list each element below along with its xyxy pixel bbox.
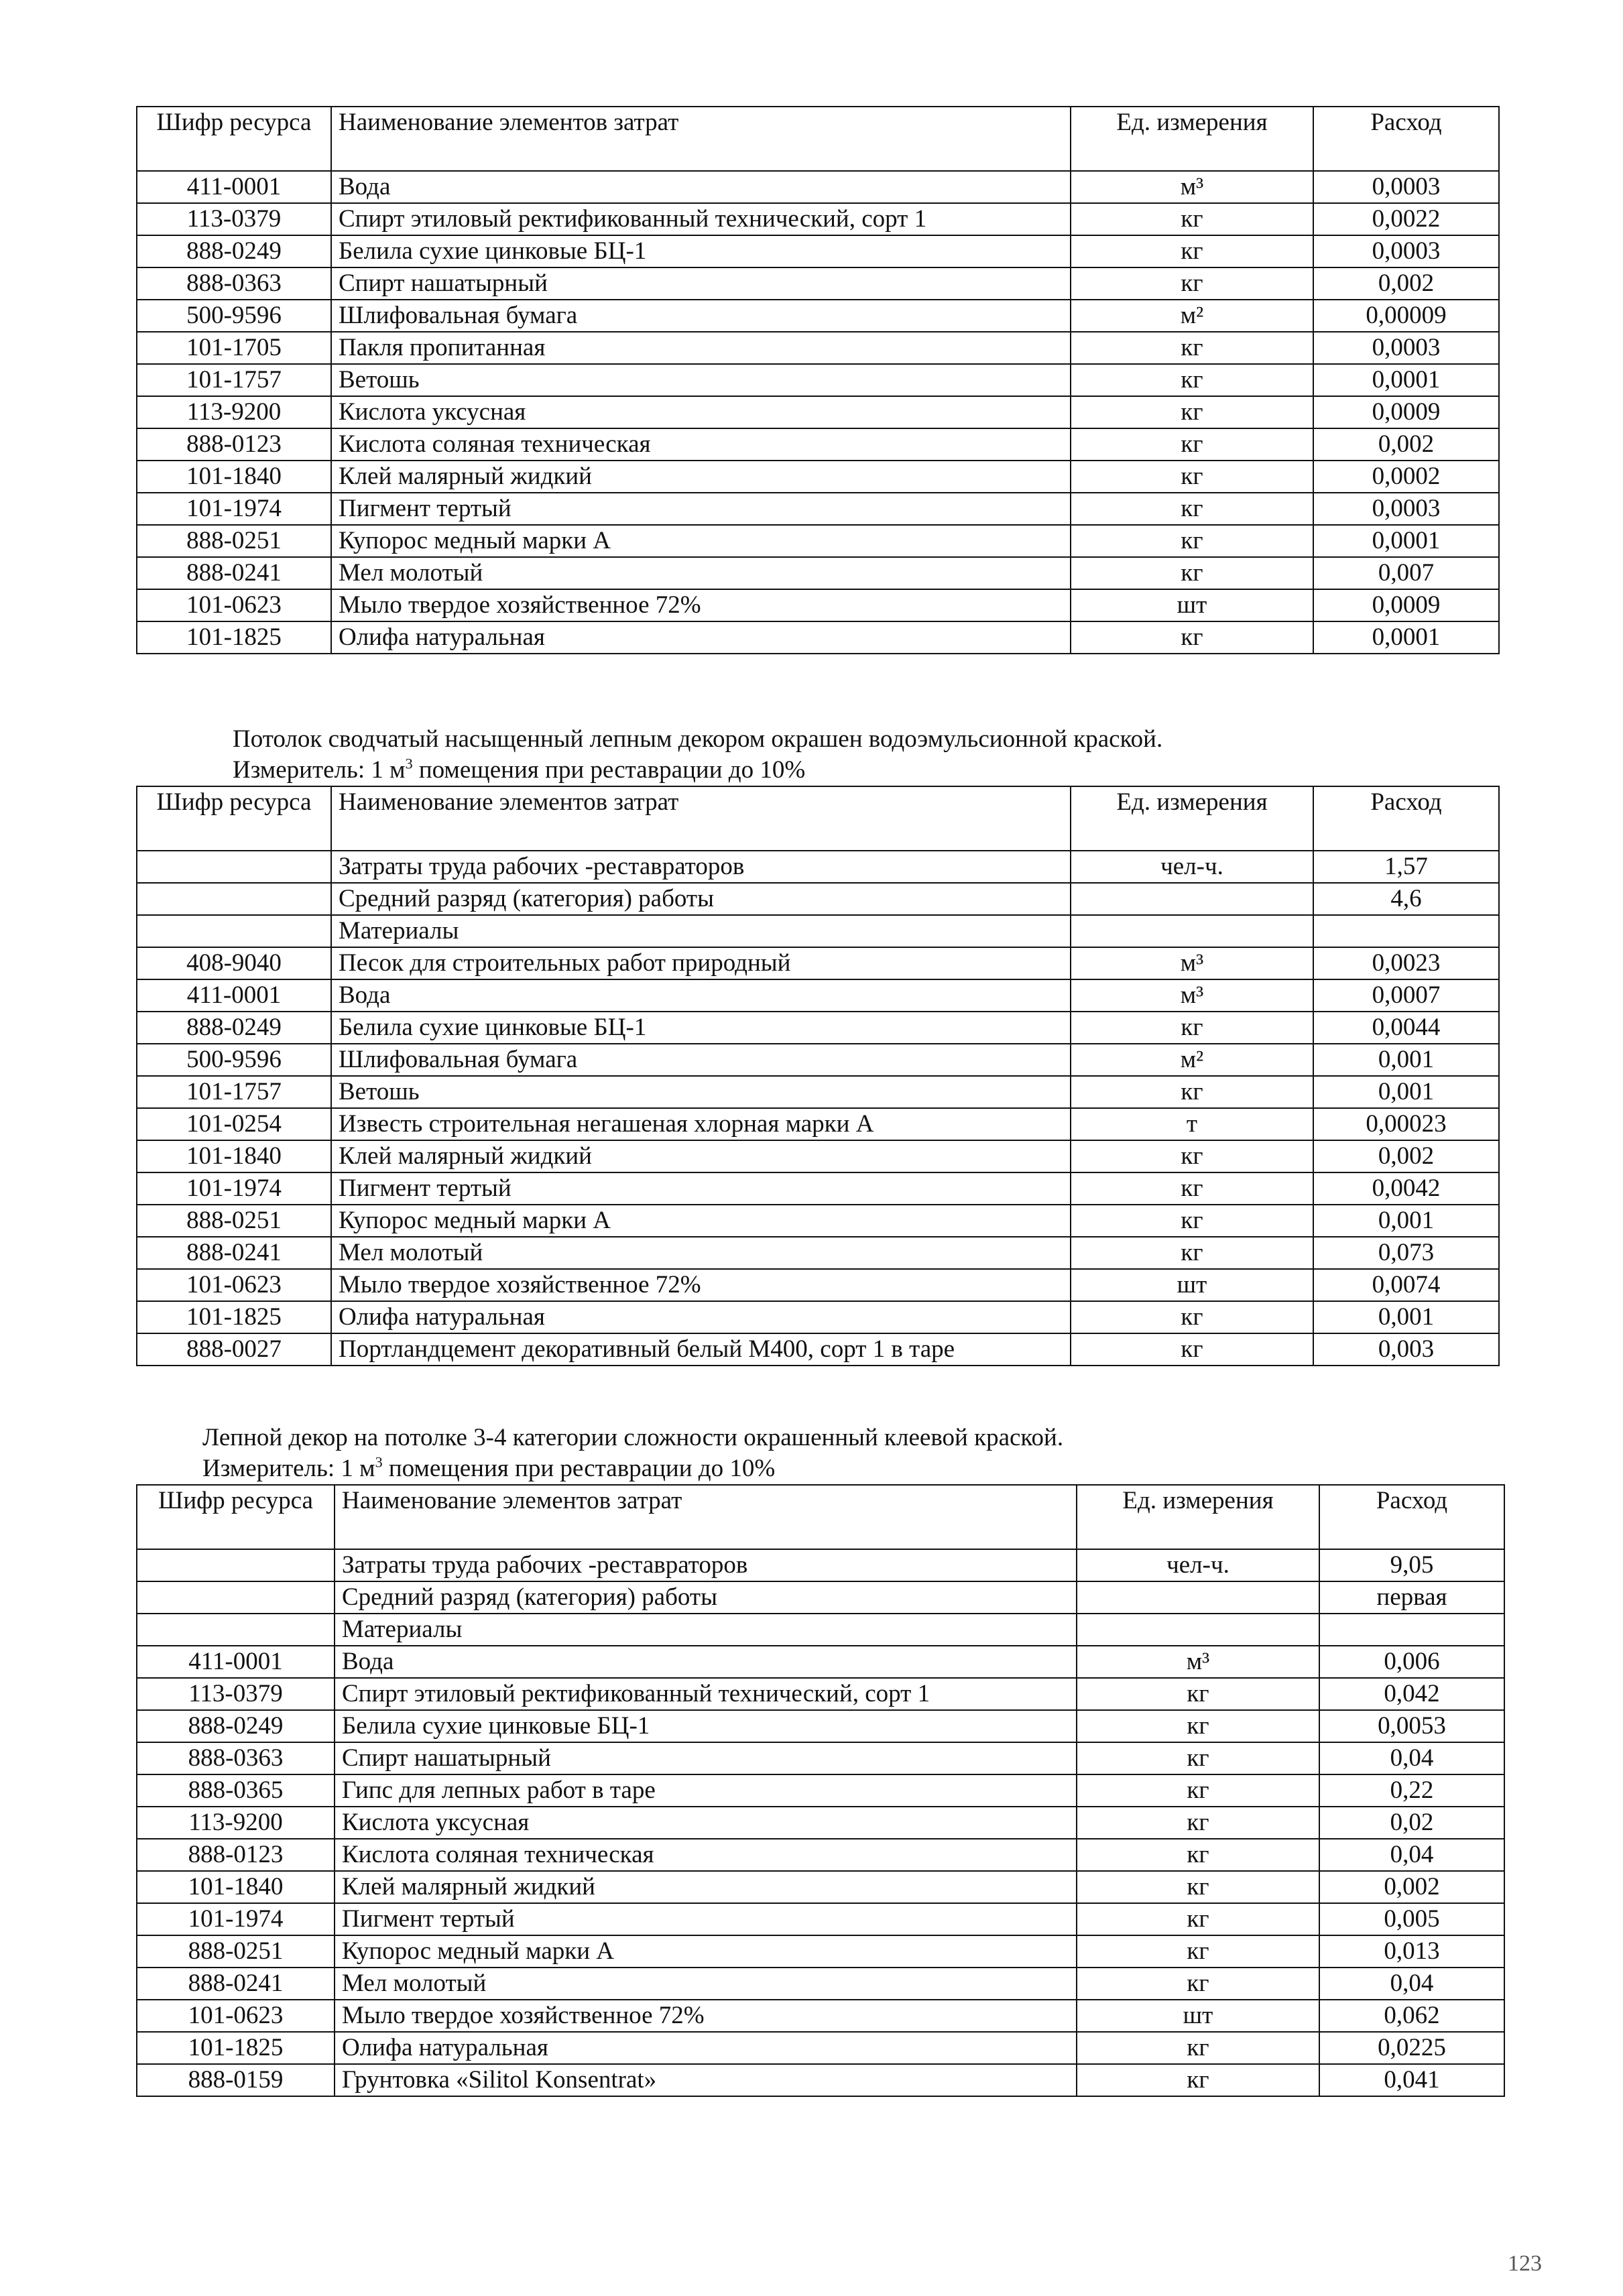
cell-code: 113-9200	[137, 396, 331, 428]
cell-code: 888-0241	[137, 1237, 331, 1269]
cell-code: 500-9596	[137, 1044, 331, 1076]
cell-code: 101-0623	[137, 1269, 331, 1301]
cell-qty: 0,0003	[1313, 332, 1499, 364]
cell-code: 888-0249	[137, 235, 331, 267]
table-row	[137, 1140, 1499, 1172]
cell-qty: 0,002	[1313, 267, 1499, 300]
cell-unit: кг	[1071, 1237, 1313, 1269]
cell-unit: кг	[1071, 1301, 1313, 1333]
table-row	[137, 1871, 1504, 1903]
cell-qty: 9,05	[1319, 1549, 1504, 1581]
table-row	[137, 1903, 1504, 1935]
cell-unit	[1077, 1581, 1319, 1614]
cell-name: Купорос медный марки А	[331, 1205, 1071, 1237]
cell-name: Кислота уксусная	[335, 1807, 1077, 1839]
cell-code: 888-0241	[137, 557, 331, 589]
table-header-row	[137, 107, 1499, 171]
cell-code: 101-1974	[137, 1172, 331, 1205]
cell-name: Портландцемент декоративный белый М400, сорт 1 в таре	[331, 1333, 1071, 1366]
cell-qty: 0,0023	[1313, 947, 1499, 979]
cell-code: 888-0251	[137, 1935, 335, 1968]
cell-qty: 0,04	[1319, 1968, 1504, 2000]
cell-name: Купорос медный марки А	[331, 525, 1071, 557]
cell-qty: 0,042	[1319, 1678, 1504, 1710]
cell-name: Грунтовка «Silitol Konsentrat»	[335, 2064, 1077, 2096]
table-row	[137, 589, 1499, 621]
table-row	[137, 1044, 1499, 1076]
cell-qty: 0,002	[1313, 1140, 1499, 1172]
cell-code: 888-0365	[137, 1774, 335, 1807]
cell-code	[137, 1614, 335, 1646]
table-row	[137, 267, 1499, 300]
cell-qty: 0,013	[1319, 1935, 1504, 1968]
cell-unit: кг	[1071, 461, 1313, 493]
cell-code: 113-0379	[137, 203, 331, 235]
cell-code: 888-0363	[137, 1742, 335, 1774]
table-row	[137, 2064, 1504, 2096]
cell-code: 101-1840	[137, 1871, 335, 1903]
table-row	[137, 1301, 1499, 1333]
section3-measure	[202, 1453, 775, 1484]
cell-unit: м²	[1071, 1044, 1313, 1076]
table-row	[137, 1935, 1504, 1968]
cell-name: Пакля пропитанная	[331, 332, 1071, 364]
header-qty: Расход	[1319, 1485, 1504, 1549]
table-row	[137, 1742, 1504, 1774]
cell-unit: кг	[1071, 493, 1313, 525]
cell-name: Вода	[331, 171, 1071, 203]
header-code: Шифр ресурса	[137, 1485, 335, 1549]
cell-unit: шт	[1071, 589, 1313, 621]
table-row	[137, 1678, 1504, 1710]
cell-code: 101-1705	[137, 332, 331, 364]
cell-name: Известь строительная негашеная хлорная марки А	[331, 1108, 1071, 1140]
table-row	[137, 915, 1499, 947]
section3-measure-suffix: помещения при реставрации до 10%	[382, 1455, 776, 1482]
cell-qty: 1,57	[1313, 851, 1499, 883]
cell-unit: кг	[1071, 1205, 1313, 1237]
cell-qty: 0,0007	[1313, 979, 1499, 1012]
cell-unit: кг	[1071, 203, 1313, 235]
cell-name: Мыло твердое хозяйственное 72%	[335, 2000, 1077, 2032]
cell-qty: 0,0053	[1319, 1710, 1504, 1742]
cell-qty: первая	[1319, 1581, 1504, 1614]
cell-name: Мел молотый	[335, 1968, 1077, 2000]
table-row	[137, 300, 1499, 332]
cell-name: Затраты труда рабочих -реставраторов	[331, 851, 1071, 883]
cell-qty: 0,002	[1313, 428, 1499, 461]
table-row	[137, 1012, 1499, 1044]
cell-code: 101-1840	[137, 461, 331, 493]
table-row	[137, 171, 1499, 203]
table-row	[137, 364, 1499, 396]
cell-unit: кг	[1071, 557, 1313, 589]
cell-unit: кг	[1071, 332, 1313, 364]
cell-name: Клей малярный жидкий	[335, 1871, 1077, 1903]
header-qty: Расход	[1313, 786, 1499, 851]
cell-unit: шт	[1071, 1269, 1313, 1301]
cell-unit: м²	[1071, 300, 1313, 332]
section2-measure	[233, 755, 805, 786]
cell-qty: 0,007	[1313, 557, 1499, 589]
cell-name: Гипс для лепных работ в таре	[335, 1774, 1077, 1807]
cell-name: Мыло твердое хозяйственное 72%	[331, 589, 1071, 621]
cell-qty: 0,0001	[1313, 364, 1499, 396]
table-row	[137, 1839, 1504, 1871]
cell-unit: кг	[1071, 364, 1313, 396]
cell-name: Спирт этиловый ректификованный технический, сорт 1	[331, 203, 1071, 235]
cell-code: 888-0241	[137, 1968, 335, 2000]
cell-name: Мел молотый	[331, 1237, 1071, 1269]
cell-qty: 0,04	[1319, 1742, 1504, 1774]
cell-name: Олифа натуральная	[335, 2032, 1077, 2064]
cell-code: 101-1974	[137, 1903, 335, 1935]
cell-name: Пигмент тертый	[331, 1172, 1071, 1205]
cell-unit: кг	[1071, 621, 1313, 654]
cell-name: Мел молотый	[331, 557, 1071, 589]
cell-unit: т	[1071, 1108, 1313, 1140]
cell-qty: 0,062	[1319, 2000, 1504, 2032]
cell-code: 411-0001	[137, 1646, 335, 1678]
cell-name: Пигмент тертый	[331, 493, 1071, 525]
cell-code: 101-1757	[137, 364, 331, 396]
cell-code: 101-1757	[137, 1076, 331, 1108]
table-row	[137, 1581, 1504, 1614]
cell-qty: 4,6	[1313, 883, 1499, 915]
table-row	[137, 1333, 1499, 1366]
cell-code	[137, 851, 331, 883]
table-row	[137, 493, 1499, 525]
table-row	[137, 332, 1499, 364]
cell-name: Шлифовальная бумага	[331, 300, 1071, 332]
cell-name: Спирт этиловый ректификованный технический, сорт 1	[335, 1678, 1077, 1710]
cell-code: 888-0251	[137, 1205, 331, 1237]
cell-name: Олифа натуральная	[331, 621, 1071, 654]
cell-name: Материалы	[331, 915, 1071, 947]
cell-qty: 0,0009	[1313, 396, 1499, 428]
cell-name: Кислота уксусная	[331, 396, 1071, 428]
cell-unit: кг	[1077, 1774, 1319, 1807]
cell-name: Клей малярный жидкий	[331, 461, 1071, 493]
cell-unit: кг	[1071, 235, 1313, 267]
cell-qty: 0,006	[1319, 1646, 1504, 1678]
resource-table-2	[136, 786, 1500, 1366]
cell-qty: 0,001	[1313, 1076, 1499, 1108]
cell-unit: шт	[1077, 2000, 1319, 2032]
section3-measure-prefix: Измеритель: 1 м	[202, 1455, 375, 1482]
table-row	[137, 1172, 1499, 1205]
table-row	[137, 883, 1499, 915]
cell-code: 101-1825	[137, 621, 331, 654]
cell-unit: кг	[1077, 1903, 1319, 1935]
table1-block	[136, 106, 1500, 654]
cell-code: 113-0379	[137, 1678, 335, 1710]
cell-unit: кг	[1071, 1076, 1313, 1108]
cell-qty: 0,0002	[1313, 461, 1499, 493]
cell-unit: чел-ч.	[1077, 1549, 1319, 1581]
cell-name: Средний разряд (категория) работы	[331, 883, 1071, 915]
cell-code: 888-0159	[137, 2064, 335, 2096]
table-row	[137, 1205, 1499, 1237]
table-row	[137, 1269, 1499, 1301]
cell-unit: кг	[1077, 1968, 1319, 2000]
cell-code: 101-1825	[137, 1301, 331, 1333]
cell-qty: 0,002	[1319, 1871, 1504, 1903]
cell-qty: 0,00009	[1313, 300, 1499, 332]
header-name: Наименование элементов затрат	[331, 786, 1071, 851]
cell-unit: кг	[1071, 267, 1313, 300]
cell-qty: 0,0009	[1313, 589, 1499, 621]
table-row	[137, 2000, 1504, 2032]
table-row	[137, 947, 1499, 979]
cell-name: Олифа натуральная	[331, 1301, 1071, 1333]
cell-code: 411-0001	[137, 979, 331, 1012]
cell-qty: 0,001	[1313, 1205, 1499, 1237]
cell-qty: 0,001	[1313, 1044, 1499, 1076]
cell-unit: кг	[1077, 1807, 1319, 1839]
resource-table-3	[136, 1484, 1505, 2097]
table-row	[137, 461, 1499, 493]
cell-unit: кг	[1071, 1172, 1313, 1205]
section2-title: Потолок сводчатый насыщенный лепным декором окрашен водоэмульсионной краской.	[233, 725, 1163, 753]
cell-unit	[1071, 883, 1313, 915]
header-unit: Ед. измерения	[1071, 786, 1313, 851]
table-row	[137, 1646, 1504, 1678]
table-row	[137, 1774, 1504, 1807]
table-row	[137, 1549, 1504, 1581]
cell-unit	[1071, 915, 1313, 947]
table-row	[137, 1968, 1504, 2000]
cell-name: Белила сухие цинковые БЦ-1	[331, 1012, 1071, 1044]
table-row	[137, 235, 1499, 267]
header-unit: Ед. измерения	[1077, 1485, 1319, 1549]
cell-name: Средний разряд (категория) работы	[335, 1581, 1077, 1614]
table-row	[137, 1108, 1499, 1140]
cell-unit: кг	[1077, 1710, 1319, 1742]
resource-table-1	[136, 106, 1500, 654]
cell-name: Клей малярный жидкий	[331, 1140, 1071, 1172]
cell-qty: 0,00023	[1313, 1108, 1499, 1140]
cell-qty	[1313, 915, 1499, 947]
cell-qty: 0,02	[1319, 1807, 1504, 1839]
table-row	[137, 428, 1499, 461]
cell-qty: 0,0001	[1313, 621, 1499, 654]
cell-qty: 0,22	[1319, 1774, 1504, 1807]
cell-name: Вода	[335, 1646, 1077, 1678]
cell-qty: 0,0001	[1313, 525, 1499, 557]
cell-unit: м³	[1077, 1646, 1319, 1678]
cell-name: Спирт нашатырный	[335, 1742, 1077, 1774]
table-header-row	[137, 1485, 1504, 1549]
section2-measure-suffix: помещения при реставрации до 10%	[412, 756, 806, 784]
header-code: Шифр ресурса	[137, 107, 331, 171]
section3-title: Лепной декор на потолке 3-4 категории сложности окрашенный клеевой краской.	[202, 1424, 1064, 1451]
cell-qty: 0,0022	[1313, 203, 1499, 235]
header-unit: Ед. измерения	[1071, 107, 1313, 171]
cell-code	[137, 1549, 335, 1581]
cell-code: 408-9040	[137, 947, 331, 979]
cell-name: Мыло твердое хозяйственное 72%	[331, 1269, 1071, 1301]
cell-qty: 0,073	[1313, 1237, 1499, 1269]
header-qty: Расход	[1313, 107, 1499, 171]
cell-qty	[1319, 1614, 1504, 1646]
table-row	[137, 396, 1499, 428]
cell-unit: кг	[1077, 1871, 1319, 1903]
cell-unit: м³	[1071, 979, 1313, 1012]
table-row	[137, 851, 1499, 883]
cell-code	[137, 883, 331, 915]
cell-unit: кг	[1071, 396, 1313, 428]
cell-unit: м³	[1071, 171, 1313, 203]
cell-name: Белила сухие цинковые БЦ-1	[331, 235, 1071, 267]
table-row	[137, 1807, 1504, 1839]
cell-code: 411-0001	[137, 171, 331, 203]
cell-unit: кг	[1077, 1935, 1319, 1968]
cell-qty: 0,0074	[1313, 1269, 1499, 1301]
cell-unit: кг	[1071, 428, 1313, 461]
cell-name: Кислота соляная техническая	[335, 1839, 1077, 1871]
cell-name: Материалы	[335, 1614, 1077, 1646]
cell-code: 888-0251	[137, 525, 331, 557]
cell-name: Белила сухие цинковые БЦ-1	[335, 1710, 1077, 1742]
cell-qty: 0,003	[1313, 1333, 1499, 1366]
table-row	[137, 557, 1499, 589]
cell-code: 101-1840	[137, 1140, 331, 1172]
table-row	[137, 1614, 1504, 1646]
cell-name: Кислота соляная техническая	[331, 428, 1071, 461]
table-row	[137, 525, 1499, 557]
section2-measure-prefix: Измеритель: 1 м	[233, 756, 406, 784]
header-name: Наименование элементов затрат	[331, 107, 1071, 171]
cell-unit: кг	[1071, 525, 1313, 557]
cell-name: Вода	[331, 979, 1071, 1012]
cell-code: 888-0123	[137, 428, 331, 461]
table3-block	[136, 1484, 1505, 2097]
cell-qty: 0,0003	[1313, 171, 1499, 203]
cell-qty: 0,0225	[1319, 2032, 1504, 2064]
cell-unit: кг	[1071, 1012, 1313, 1044]
table-row	[137, 1076, 1499, 1108]
cell-qty: 0,04	[1319, 1839, 1504, 1871]
header-code: Шифр ресурса	[137, 786, 331, 851]
cell-qty: 0,0044	[1313, 1012, 1499, 1044]
cell-name: Купорос медный марки А	[335, 1935, 1077, 1968]
cell-qty: 0,0003	[1313, 493, 1499, 525]
cell-code: 101-0623	[137, 2000, 335, 2032]
cell-code: 888-0363	[137, 267, 331, 300]
table-header-row	[137, 786, 1499, 851]
cell-unit	[1077, 1614, 1319, 1646]
cell-code: 101-1974	[137, 493, 331, 525]
cell-unit: м³	[1071, 947, 1313, 979]
cell-unit: кг	[1077, 2032, 1319, 2064]
cell-unit: кг	[1077, 1839, 1319, 1871]
cell-qty: 0,0003	[1313, 235, 1499, 267]
section2-measure-sup: 3	[405, 755, 413, 772]
cell-code: 888-0249	[137, 1710, 335, 1742]
cell-unit: кг	[1077, 1742, 1319, 1774]
cell-code	[137, 915, 331, 947]
cell-unit: кг	[1071, 1140, 1313, 1172]
cell-name: Пигмент тертый	[335, 1903, 1077, 1935]
cell-unit: чел-ч.	[1071, 851, 1313, 883]
header-name: Наименование элементов затрат	[335, 1485, 1077, 1549]
cell-name: Ветошь	[331, 1076, 1071, 1108]
cell-qty: 0,041	[1319, 2064, 1504, 2096]
table-row	[137, 1710, 1504, 1742]
cell-unit: кг	[1071, 1333, 1313, 1366]
table-row	[137, 979, 1499, 1012]
cell-qty: 0,005	[1319, 1903, 1504, 1935]
cell-code: 101-0623	[137, 589, 331, 621]
cell-code: 888-0027	[137, 1333, 331, 1366]
page-number: 123	[1508, 2251, 1542, 2276]
table-row	[137, 621, 1499, 654]
cell-name: Шлифовальная бумага	[331, 1044, 1071, 1076]
cell-qty: 0,0042	[1313, 1172, 1499, 1205]
cell-qty: 0,001	[1313, 1301, 1499, 1333]
table-row	[137, 203, 1499, 235]
cell-code	[137, 1581, 335, 1614]
table-row	[137, 2032, 1504, 2064]
cell-unit: кг	[1077, 2064, 1319, 2096]
table2-block	[136, 786, 1500, 1366]
cell-code: 101-1825	[137, 2032, 335, 2064]
cell-name: Затраты труда рабочих -реставраторов	[335, 1549, 1077, 1581]
cell-code: 888-0249	[137, 1012, 331, 1044]
table-row	[137, 1237, 1499, 1269]
cell-code: 888-0123	[137, 1839, 335, 1871]
cell-code: 500-9596	[137, 300, 331, 332]
section3-measure-sup: 3	[375, 1453, 383, 1471]
cell-code: 113-9200	[137, 1807, 335, 1839]
cell-code: 101-0254	[137, 1108, 331, 1140]
cell-name: Песок для строительных работ природный	[331, 947, 1071, 979]
cell-unit: кг	[1077, 1678, 1319, 1710]
cell-name: Ветошь	[331, 364, 1071, 396]
cell-name: Спирт нашатырный	[331, 267, 1071, 300]
